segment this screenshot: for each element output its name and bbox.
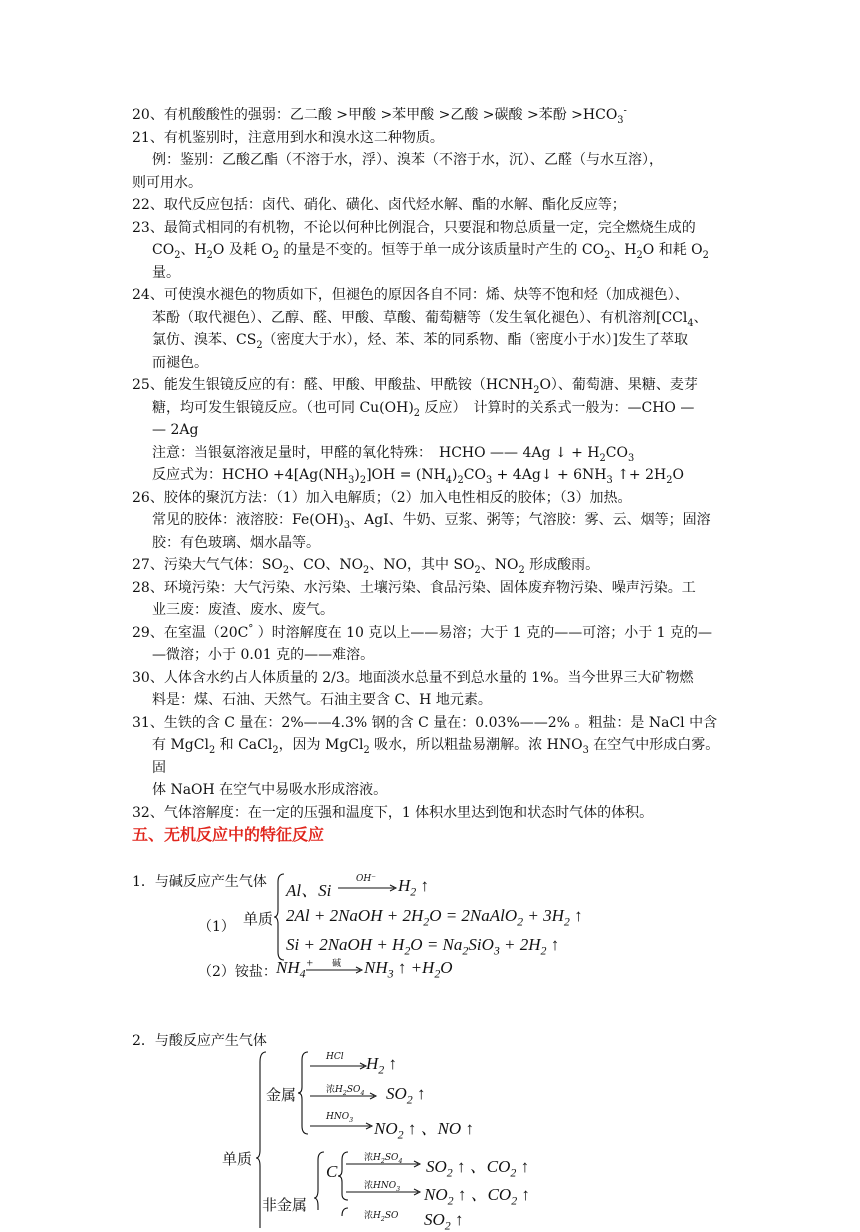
- arrow-m1: [310, 1062, 370, 1070]
- c2-product: $NO_2$ ↑ 、$CO_2$ ↑: [424, 1185, 530, 1208]
- part2-c-label: C: [326, 1162, 338, 1181]
- m3-cond: $HNO_3$: [326, 1112, 354, 1124]
- list-item-24: 24、可使溴水褪色的物质如下，但褪色的原因各自不同：烯、炔等不饱和烃（加成褪色）、 苯酚（取代褪色）、乙醇、醛、甲酸、草酸、葡萄糖等（发生氧化褪色）、有机溶剂[CCl$_4$、 氯仿、溴苯、$CS_2$（密度大于水），烃、苯、苯的同系物、酯（密度小于水）]发生了萃取 而褪色。: [132, 287, 708, 371]
- m2-cond: 浓$H_2SO_4$: [326, 1085, 365, 1097]
- list-item-25: 25、能发生银镜反应的有：醛、甲酸、甲酸盐、甲酰铵$(HCNH_2O)$、葡萄溏、果糖、麦芽 糖，均可发生银镜反应。（也可同 $Cu(OH)_2$ 反应） 计算时的关系式一般为：—CHO — — 2Ag 注意：当银氨溶液足量时，甲醛的氧化特殊： HCHO —— 4Ag ↓ + $H_2CO_3$ 反应式为：HCHO $+4[Ag(NH_3)_2]OH = (NH_4)_2CO_3$ + 4Ag↓ + $6NH_3$ ↑+ $2H_2O$: [132, 377, 698, 486]
- list-item-32: 32、气体溶解度：在一定的压强和温度下，1 体积水里达到饱和状态时气体的体积。: [132, 804, 654, 821]
- part1-eq1-cond: OH⁻: [356, 874, 376, 884]
- m3-product: $NO_2$ ↑ 、NO ↑: [374, 1119, 474, 1142]
- list-item-31: 31、生铁的含 C 量在：2%——4.3% 钢的含 C 量在：0.03%——2% 。粗盐：是 NaCl 中含 有 MgCl$_2$ 和 CaCl$_2$，因为 MgCl$_2$ 吸水，所以粗盐易潮解。浓 $HNO_3$ 在空气中形成白雾。固 体 NaOH 在空气中易吸水形成溶液。: [132, 714, 720, 798]
- list-item-29: 29、在室温（20C° ）时溶解度在 10 克以上——易溶；大于 1 克的——可溶；小于 1 克的— —微溶；小于 0.01 克的——难溶。: [132, 622, 713, 663]
- list-item-20: 20、有机酸酸性的强弱：乙二酸 >甲酸 >苯甲酸 >乙酸 >碳酸 >苯酚 $>HCO_3^-$: [132, 105, 627, 126]
- arrow-m2: [310, 1092, 370, 1100]
- m1-product: $H_2$ ↑: [366, 1054, 397, 1077]
- list-item-30: 30、人体含水约占人体质量的 2/3。地面淡水总量不到总水量的 1%。当今世界三大矿物燃 料是：煤、石油、天然气。石油主要含 C、H 地元素。: [132, 669, 694, 708]
- c3-product: $SO_2$ ↑: [424, 1210, 464, 1232]
- list-item-28: 28、环境污染：大气污染、水污染、土壤污染、食品污染、固体废弃物污染、噪声污染。工 业三废：废渣、废水、废气。: [132, 579, 696, 618]
- arrow-1: [338, 884, 398, 892]
- arrow-c1: [346, 1160, 426, 1168]
- section-heading: 五、无机反应中的特征反应: [132, 825, 325, 844]
- part1-danzhi: 单质: [243, 910, 274, 928]
- arrow-2: [306, 966, 366, 974]
- c1-product: $SO_2$ ↑ 、$CO_2$ ↑: [426, 1157, 530, 1180]
- part1-eq2: 2Al + 2NaOH + $2H_2O$ = 2NaAlO$_2$ + $3H_2$ ↑: [286, 906, 583, 929]
- arrow-c2: [346, 1188, 426, 1196]
- part1-eq4-reactant: $NH_4^+$: [276, 955, 314, 981]
- part2-feijinshu: 非金属: [262, 1196, 308, 1214]
- part1-eq1-product: $H_2$ ↑: [398, 876, 429, 899]
- part1-sub1: （1）: [198, 919, 235, 935]
- list-item-27: 27、污染大气气体：$SO_2$、CO、$NO_2$、NO，其中 $SO_2$、$NO_2$ 形成酸雨。: [132, 557, 600, 576]
- list-item-26: 26、胶体的聚沉方法：（1）加入电解质；（2）加入电性相反的胶体；（3）加热。 常见的胶体：液溶胶：$Fe(OH)_3$、AgI、牛奶、豆浆、粥等；气溶胶：雾、云、烟等；固溶 胶：有色玻璃、烟水晶等。: [132, 489, 711, 551]
- part2-title: 2．与酸反应产生气体: [132, 1033, 267, 1049]
- m2-product: $SO_2$ ↑: [386, 1084, 426, 1107]
- m1-cond: HCl: [326, 1052, 344, 1062]
- c2-cond: 浓$HNO_3$: [364, 1181, 401, 1193]
- part2-danzhi: 单质: [222, 1150, 253, 1168]
- c1-cond: 浓$H_2SO_4$: [364, 1153, 403, 1165]
- list-item-21: 21、有机鉴别时，注意用到水和溴水这二种物质。 例：鉴别：乙酸乙酯（不溶于水，浮）、溴苯（不溶于水，沉）、乙醛（与水互溶）， 则可用水。: [132, 129, 663, 191]
- list-item-23: 23、最简式相同的有机物，不论以何种比例混合，只要混和物总质量一定，完全燃烧生成的 $CO_2$、$H_2O$ 及耗 $O_2$ 的量是不变的。恒等于单一成分该质量时产生的 $CO_2$、$H_2O$ 和耗 $O_2$ 量。: [132, 219, 709, 281]
- part2-jinshu: 金属: [266, 1086, 297, 1104]
- part1-sub2: （2）铵盐：: [198, 964, 277, 980]
- numbered-list: [132, 104, 732, 824]
- part1-eq1: Al、Si: [286, 881, 332, 900]
- part1-eq3: Si + 2NaOH + $H_2O = Na_2SiO_3 + 2H_2$ ↑: [286, 935, 560, 958]
- part1-title: 1．与碱反应产生气体: [132, 874, 267, 890]
- c3-cond: 浓$H_2SO$: [364, 1211, 399, 1223]
- part1-eq4-product: $NH_3$ ↑ $+H_2O$: [364, 958, 453, 981]
- part1-eq4-cond: 碱: [332, 959, 342, 969]
- list-item-22: 22、取代反应包括：卤代、硝化、磺化、卤代烃水解、酯的水解、酯化反应等；: [132, 197, 626, 213]
- arrow-m3: [310, 1122, 370, 1130]
